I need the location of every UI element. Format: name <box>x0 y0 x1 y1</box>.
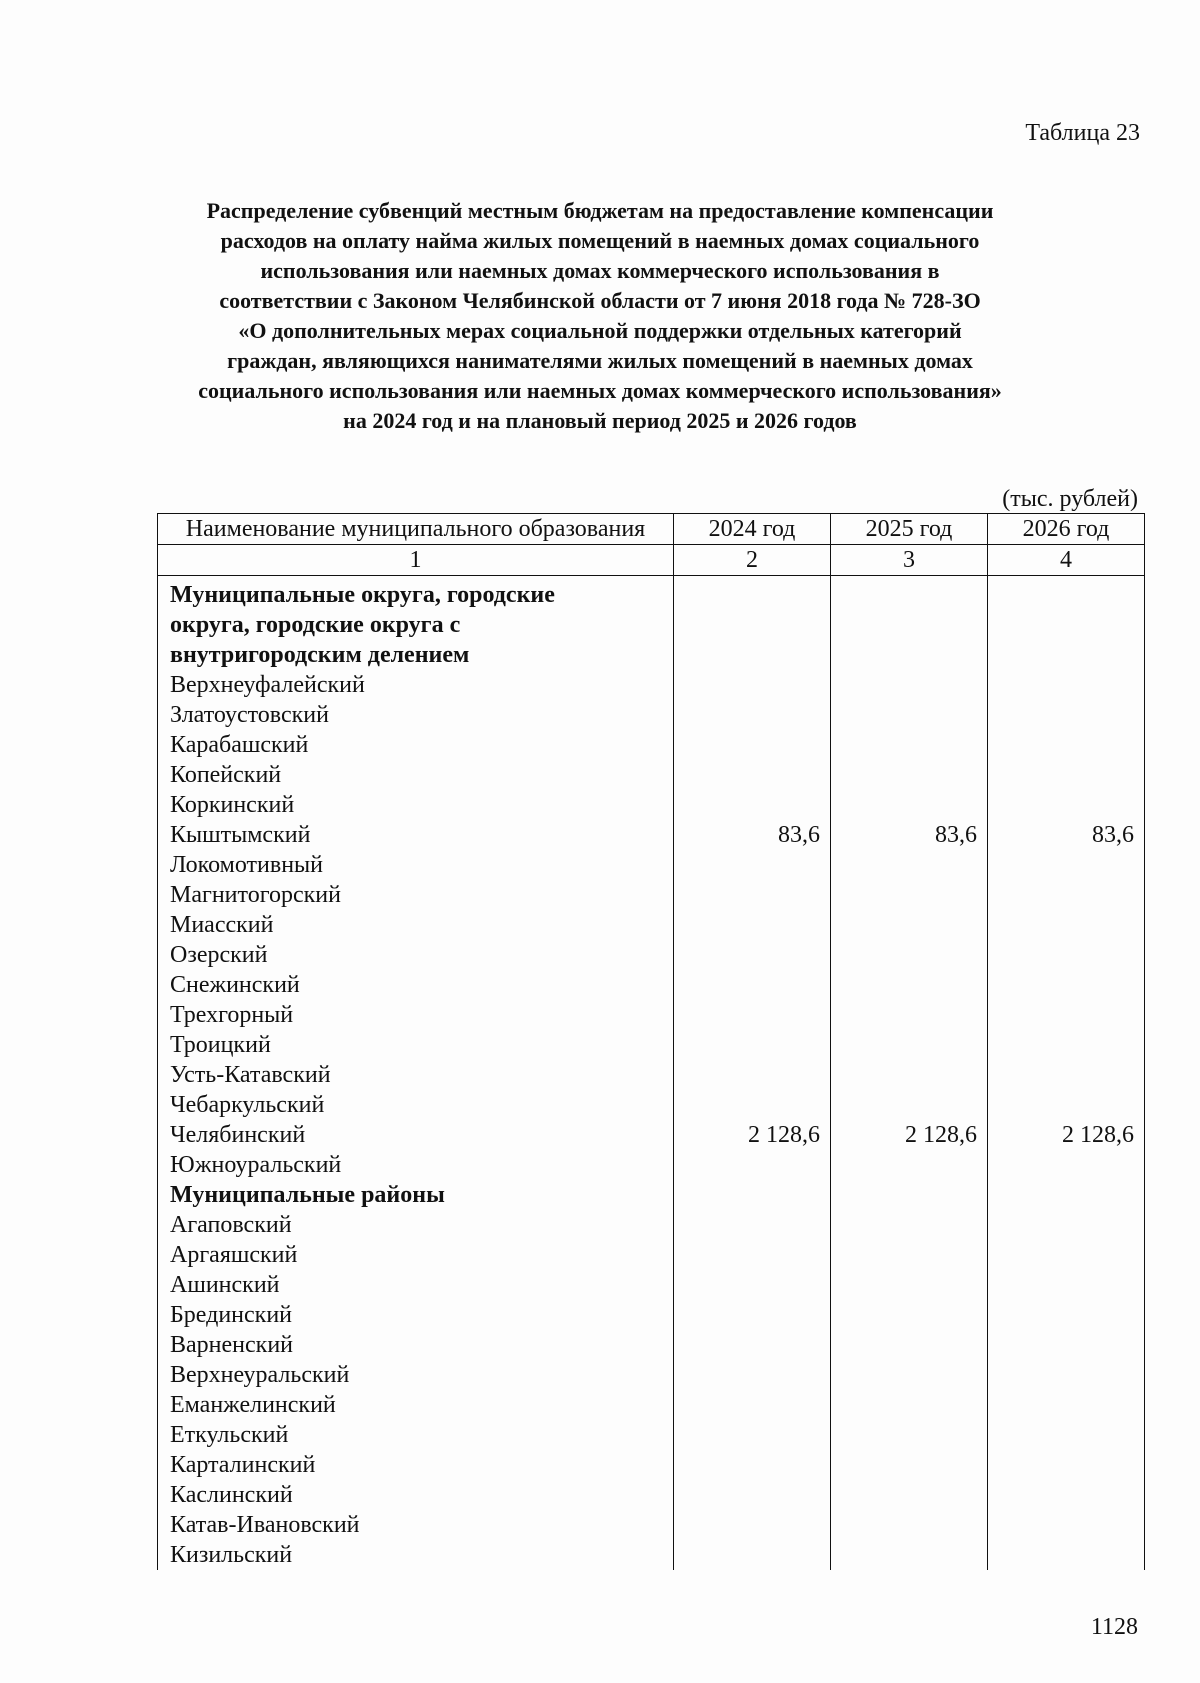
value-2025 <box>831 1030 988 1060</box>
municipality-name: Верхнеуфалейский <box>158 670 674 700</box>
column-number: 1 <box>158 545 674 576</box>
value-2026 <box>988 1420 1145 1450</box>
value-2026 <box>988 1390 1145 1420</box>
value-2026: 83,6 <box>988 820 1145 850</box>
table-row <box>158 1090 1145 1120</box>
value-2024 <box>674 1330 831 1360</box>
value-2024 <box>674 1030 831 1060</box>
value-2024 <box>674 1060 831 1090</box>
column-number: 2 <box>674 545 831 576</box>
municipality-name: Златоустовский <box>158 700 674 730</box>
municipality-name: Катав-Ивановский <box>158 1510 674 1540</box>
value-2025 <box>831 1180 988 1210</box>
value-2026 <box>988 790 1145 820</box>
value-2026 <box>988 1180 1145 1210</box>
value-2025: 2 128,6 <box>831 1120 988 1150</box>
column-headers <box>158 514 1145 545</box>
value-2025 <box>831 1300 988 1330</box>
value-2024 <box>674 1000 831 1030</box>
value-2024 <box>674 790 831 820</box>
table-row <box>158 700 1145 730</box>
title-line: использования или наемных домах коммерческого использования в <box>260 258 940 283</box>
table-row <box>158 1120 1145 1150</box>
table-row <box>158 1510 1145 1540</box>
value-2025 <box>831 850 988 880</box>
municipality-name: Верхнеуральский <box>158 1360 674 1390</box>
table-row <box>158 1480 1145 1510</box>
municipality-name: Челябинский <box>158 1120 674 1150</box>
column-header-2025: 2025 год <box>831 514 988 545</box>
title-line: соответствии с Законом Челябинской области от 7 июня 2018 года № 728-ЗО <box>219 288 981 313</box>
value-2025 <box>831 910 988 940</box>
municipality-name: Муниципальные округа, городские <box>158 576 674 611</box>
value-2024 <box>674 970 831 1000</box>
table-row <box>158 1210 1145 1240</box>
value-2025 <box>831 1240 988 1270</box>
title-line: граждан, являющихся нанимателями жилых помещений в наемных домах <box>227 348 973 373</box>
municipality-name: Снежинский <box>158 970 674 1000</box>
municipality-name: Муниципальные районы <box>158 1180 674 1210</box>
value-2025 <box>831 670 988 700</box>
value-2026 <box>988 640 1145 670</box>
value-2024 <box>674 1240 831 1270</box>
value-2026 <box>988 880 1145 910</box>
municipality-name: Агаповский <box>158 1210 674 1240</box>
municipality-name: Аргаяшский <box>158 1240 674 1270</box>
value-2025 <box>831 1360 988 1390</box>
value-2025 <box>831 640 988 670</box>
municipality-name: Троицкий <box>158 1030 674 1060</box>
value-2026 <box>988 1300 1145 1330</box>
municipality-name: Магнитогорский <box>158 880 674 910</box>
table-row <box>158 1300 1145 1330</box>
value-2025 <box>831 1000 988 1030</box>
value-2025 <box>831 1330 988 1360</box>
value-2024 <box>674 1390 831 1420</box>
value-2024 <box>674 1210 831 1240</box>
table-row <box>158 940 1145 970</box>
value-2026 <box>988 1540 1145 1570</box>
table-row <box>158 1240 1145 1270</box>
table-row <box>158 1270 1145 1300</box>
table-row <box>158 880 1145 910</box>
value-2026 <box>988 1000 1145 1030</box>
table-row <box>158 670 1145 700</box>
value-2026 <box>988 1360 1145 1390</box>
value-2025 <box>831 940 988 970</box>
value-2024 <box>674 910 831 940</box>
table-row <box>158 1390 1145 1420</box>
title-line: на 2024 год и на плановый период 2025 и 2026 годов <box>343 408 857 433</box>
municipality-name: Брединский <box>158 1300 674 1330</box>
page-number: 1128 <box>1090 1614 1138 1640</box>
value-2025 <box>831 880 988 910</box>
value-2025 <box>831 700 988 730</box>
value-2026 <box>988 1090 1145 1120</box>
value-2024: 2 128,6 <box>674 1120 831 1150</box>
value-2025 <box>831 1060 988 1090</box>
value-2025 <box>831 970 988 1000</box>
value-2025 <box>831 1270 988 1300</box>
municipality-name: Локомотивный <box>158 850 674 880</box>
value-2024 <box>674 730 831 760</box>
municipality-name: Копейский <box>158 760 674 790</box>
value-2024 <box>674 1090 831 1120</box>
municipality-name: Озерский <box>158 940 674 970</box>
column-header-2026: 2026 год <box>988 514 1145 545</box>
municipality-name: внутригородским делением <box>158 640 674 670</box>
value-2026 <box>988 970 1145 1000</box>
value-2026 <box>988 670 1145 700</box>
value-2025 <box>831 1510 988 1540</box>
value-2026: 2 128,6 <box>988 1120 1145 1150</box>
budget-table <box>157 513 1145 1570</box>
value-2024 <box>674 610 831 640</box>
column-header-2024: 2024 год <box>674 514 831 545</box>
value-2026 <box>988 700 1145 730</box>
value-2026 <box>988 1510 1145 1540</box>
column-header-name: Наименование муниципального образования <box>158 514 674 545</box>
municipality-name: Миасский <box>158 910 674 940</box>
table-row <box>158 1000 1145 1030</box>
municipality-name: Кизильский <box>158 1540 674 1570</box>
title-line: «О дополнительных мерах социальной поддержки отдельных категорий <box>238 318 962 343</box>
municipality-name: Еткульский <box>158 1420 674 1450</box>
value-2025 <box>831 576 988 611</box>
units-label: (тыс. рублей) <box>1002 486 1138 512</box>
value-2025 <box>831 1150 988 1180</box>
title-line: Распределение субвенций местным бюджетам на предоставление компенсации <box>206 198 994 223</box>
table-row <box>158 1450 1145 1480</box>
value-2025 <box>831 1210 988 1240</box>
value-2026 <box>988 610 1145 640</box>
table-row <box>158 910 1145 940</box>
municipality-name: Чебаркульский <box>158 1090 674 1120</box>
value-2025 <box>831 1450 988 1480</box>
column-number: 4 <box>988 545 1145 576</box>
table-row <box>158 1330 1145 1360</box>
table-row <box>158 640 1145 670</box>
municipality-name: Кыштымский <box>158 820 674 850</box>
value-2025 <box>831 1540 988 1570</box>
table-row <box>158 730 1145 760</box>
value-2024 <box>674 1300 831 1330</box>
value-2024 <box>674 1270 831 1300</box>
municipality-name: Еманжелинский <box>158 1390 674 1420</box>
value-2024 <box>674 670 831 700</box>
table-row <box>158 1060 1145 1090</box>
value-2025 <box>831 760 988 790</box>
table-row <box>158 610 1145 640</box>
value-2026 <box>988 1210 1145 1240</box>
value-2026 <box>988 1330 1145 1360</box>
value-2025 <box>831 1390 988 1420</box>
municipality-name: Карабашский <box>158 730 674 760</box>
municipality-name: Карталинский <box>158 1450 674 1480</box>
value-2025 <box>831 1420 988 1450</box>
municipality-name: Южноуральский <box>158 1150 674 1180</box>
value-2025 <box>831 610 988 640</box>
value-2024 <box>674 1450 831 1480</box>
value-2024 <box>674 1420 831 1450</box>
value-2026 <box>988 1030 1145 1060</box>
column-numbers <box>158 545 1145 576</box>
table-row <box>158 970 1145 1000</box>
value-2024 <box>674 880 831 910</box>
value-2025 <box>831 1090 988 1120</box>
table-row <box>158 1540 1145 1570</box>
value-2024 <box>674 1180 831 1210</box>
table-row <box>158 576 1145 611</box>
value-2026 <box>988 940 1145 970</box>
municipality-name: Каслинский <box>158 1480 674 1510</box>
value-2025 <box>831 730 988 760</box>
municipality-name: Варненский <box>158 1330 674 1360</box>
value-2024 <box>674 1150 831 1180</box>
value-2026 <box>988 1450 1145 1480</box>
table-row <box>158 1360 1145 1390</box>
municipality-name: Усть-Катавский <box>158 1060 674 1090</box>
table-row <box>158 1030 1145 1060</box>
value-2024 <box>674 1480 831 1510</box>
value-2024 <box>674 850 831 880</box>
municipality-name: Трехгорный <box>158 1000 674 1030</box>
table-label: Таблица 23 <box>1025 120 1140 146</box>
value-2025: 83,6 <box>831 820 988 850</box>
table-row <box>158 1420 1145 1450</box>
value-2024 <box>674 940 831 970</box>
value-2024 <box>674 1540 831 1570</box>
table-body <box>158 576 1145 1571</box>
value-2026 <box>988 576 1145 611</box>
value-2026 <box>988 760 1145 790</box>
value-2026 <box>988 1060 1145 1090</box>
title-line: социального использования или наемных домах коммерческого использования» <box>198 378 1002 403</box>
value-2026 <box>988 1240 1145 1270</box>
table-row <box>158 850 1145 880</box>
value-2024 <box>674 1510 831 1540</box>
value-2024 <box>674 576 831 611</box>
municipality-name: округа, городские округа с <box>158 610 674 640</box>
document-title <box>120 196 1080 436</box>
table-row <box>158 1150 1145 1180</box>
column-number: 3 <box>831 545 988 576</box>
table-row <box>158 1180 1145 1210</box>
table-row <box>158 820 1145 850</box>
value-2026 <box>988 1480 1145 1510</box>
value-2024 <box>674 700 831 730</box>
value-2026 <box>988 850 1145 880</box>
value-2024 <box>674 760 831 790</box>
table-row <box>158 790 1145 820</box>
value-2026 <box>988 910 1145 940</box>
value-2024: 83,6 <box>674 820 831 850</box>
value-2024 <box>674 640 831 670</box>
value-2026 <box>988 1270 1145 1300</box>
value-2025 <box>831 1480 988 1510</box>
value-2024 <box>674 1360 831 1390</box>
municipality-name: Ашинский <box>158 1270 674 1300</box>
table-row <box>158 760 1145 790</box>
municipality-name: Коркинский <box>158 790 674 820</box>
value-2025 <box>831 790 988 820</box>
title-line: расходов на оплату найма жилых помещений в наемных домах социального <box>220 228 980 253</box>
value-2026 <box>988 730 1145 760</box>
value-2026 <box>988 1150 1145 1180</box>
